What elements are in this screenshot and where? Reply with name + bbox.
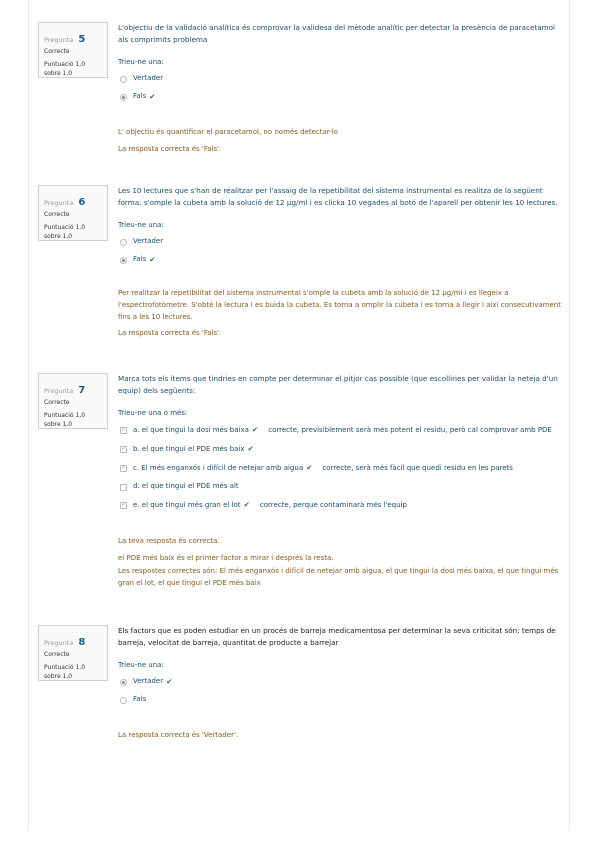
question-info [38,22,108,78]
answer-option-vertader[interactable] [118,676,563,687]
option-feedback: correcte, perque contaminarà més l'equip [259,501,407,509]
option-label-c [133,462,513,474]
radio-button[interactable] [120,76,127,83]
question-text: Marca tots els ítems que tindries en compte per determinar el pitjor cas possible (que escolliries per validar la neteja d'un equip) dels següents: [118,374,558,395]
option-label: Fals [133,695,147,703]
option-label: Vertader [133,74,164,82]
answer-option-fals[interactable] [118,254,563,265]
grade-line-2: sobre 1,0 [44,233,73,240]
question-info [38,625,108,681]
question-text: Les 10 lectures que s'han de realitzar per l'assaig de la repetibilitat del sistema instrumental es realitza de la següent forma: s'omple la cubeta amb la solució de 12 µg/ml i es clicka 10 vegades al botó de l'aparell per obtenir les 10 lectures. [118,186,558,207]
question-state: Correcte [44,651,70,658]
general-feedback: el PDE més baix és el primer factor a mirar i després la resta. [118,554,334,562]
question-label: Pregunta [44,639,74,647]
question-content [118,373,563,589]
answer-option-vertader[interactable] [118,236,563,247]
right-answer: Les respostes correctes són: El més enganxós i difícil de netejar amb aigua, el que tingui la dosi més baixa, el que tingui més gran el lot, el que tingui el PDE més baix [118,567,559,587]
question-label: Pregunta [44,36,74,44]
question-number-row [44,630,102,649]
question-grade [44,60,102,78]
question-number-row [44,190,102,209]
question-state: Correcte [44,211,70,218]
correct-check-icon: ✔ [306,463,313,472]
specific-feedback: La teva resposta és correcta. [118,537,220,545]
checkbox-unchecked[interactable] [120,484,127,491]
grade-line-1: Puntuació 1,0 [44,224,86,231]
question-state: Correcte [44,48,70,55]
grade-line-2: sobre 1,0 [44,70,73,77]
grade-line-2: sobre 1,0 [44,421,73,428]
option-label-d: d. el que tingui el PDE més alt [133,482,239,490]
option-text: b. el que tingui el PDE més baix [133,445,245,453]
answer-option-d[interactable] [118,481,563,492]
answer-option-b[interactable] [118,443,563,455]
page-frame-left [28,0,29,830]
general-feedback: L' objectiu és quantificar el paracetamol, no només detectar-lo [118,128,338,136]
correct-check-icon: ✔ [247,444,254,453]
answer-option-fals[interactable] [118,91,563,102]
general-feedback: Per realitzar la repetibilitat del sistema instrumental s'omple la cubeta amb la solució de 12 µg/ml i es llegeix a l'espectrofotòmetre. S'obté la lectura i es buida la cubeta. Es torna a omplir la cubeta i es torna a llegir i així consecutivament fins a les 10 lectures. [118,289,561,321]
question-grade [44,411,102,429]
grade-line-1: Puntuació 1,0 [44,61,86,68]
option-text: c. El més enganxós i difícil de netejar amb aigua [133,464,304,472]
option-feedback: correcte, serà més fàcil que quedi residu en les parets [322,464,513,472]
answer-prompt: Trieu-ne una: [118,221,164,229]
correct-check-icon: ✔ [251,425,259,434]
answer-prompt: Trieu-ne una: [118,58,164,66]
question-number-row [44,27,102,46]
option-label-a [133,424,552,436]
correct-check-icon: ✔ [243,500,250,509]
right-answer: La resposta correcta és 'Fals'. [118,145,222,153]
question-content [118,185,563,339]
question-info [38,185,108,241]
grade-line-1: Puntuació 1,0 [44,664,86,671]
answer-prompt: Trieu-ne una: [118,661,164,669]
question-number: 5 [78,34,86,45]
question-label: Pregunta [44,387,74,395]
answer-prompt: Trieu-ne una o més: [118,409,188,417]
option-label-b [133,443,254,455]
option-text: a. el que tingui la dosi més baixa [133,426,249,434]
question-number: 7 [78,385,86,396]
correct-check-icon: ✔ [166,677,173,686]
question-label: Pregunta [44,199,74,207]
option-label: Vertader [133,677,164,685]
correct-check-icon: ✔ [149,92,156,101]
option-label: Vertader [133,237,164,245]
question-content [118,22,563,155]
answer-option-c[interactable] [118,462,563,474]
checkbox-checked[interactable]: ✓ [121,427,126,433]
radio-button-selected[interactable] [120,679,127,686]
option-label-e [133,499,407,511]
question-info [38,373,108,429]
question-number: 8 [78,637,86,648]
question-number: 6 [78,197,86,208]
option-label: Fals [133,92,147,100]
question-grade [44,663,102,681]
checkbox-checked[interactable]: ✓ [121,446,126,452]
option-text: e. el que tingui més gran el lot [133,501,241,509]
right-answer: La resposta correcta és 'Vertader'. [118,731,239,739]
checkbox-checked[interactable]: ✓ [121,465,126,471]
answer-option-fals[interactable] [118,694,563,705]
page-frame-right [569,0,570,830]
radio-button-selected[interactable] [120,257,127,264]
option-label: Fals [133,255,147,263]
radio-button[interactable] [120,697,127,704]
right-answer: La resposta correcta és 'Fals'. [118,329,222,337]
radio-button[interactable] [120,239,127,246]
question-number-row [44,378,102,397]
question-state: Correcte [44,399,70,406]
grade-line-1: Puntuació 1,0 [44,412,86,419]
checkbox-checked[interactable]: ✓ [121,502,126,508]
question-text: Els factors que es poden estudiar en un procés de barreja medicamentosa per determinar la seva criticitat són: temps de barreja, velocitat de barreja, quantitat de producte a barrejar [118,626,556,647]
option-feedback: correcte, previsiblement serà més potent el residu, però cal comprovar amb PDE [268,426,552,434]
question-text: L'objectiu de la validació analítica és comprovar la validesa del mètode analític per detectar la presència de paracetamol als comprimits problema [118,23,556,44]
answer-option-e[interactable] [118,499,563,511]
correct-check-icon: ✔ [149,255,156,264]
answer-option-a[interactable] [118,424,563,436]
grade-line-2: sobre 1,0 [44,673,73,680]
question-grade [44,223,102,241]
answer-option-vertader[interactable] [118,73,563,84]
radio-button-selected[interactable] [120,94,127,101]
question-content [118,625,563,741]
